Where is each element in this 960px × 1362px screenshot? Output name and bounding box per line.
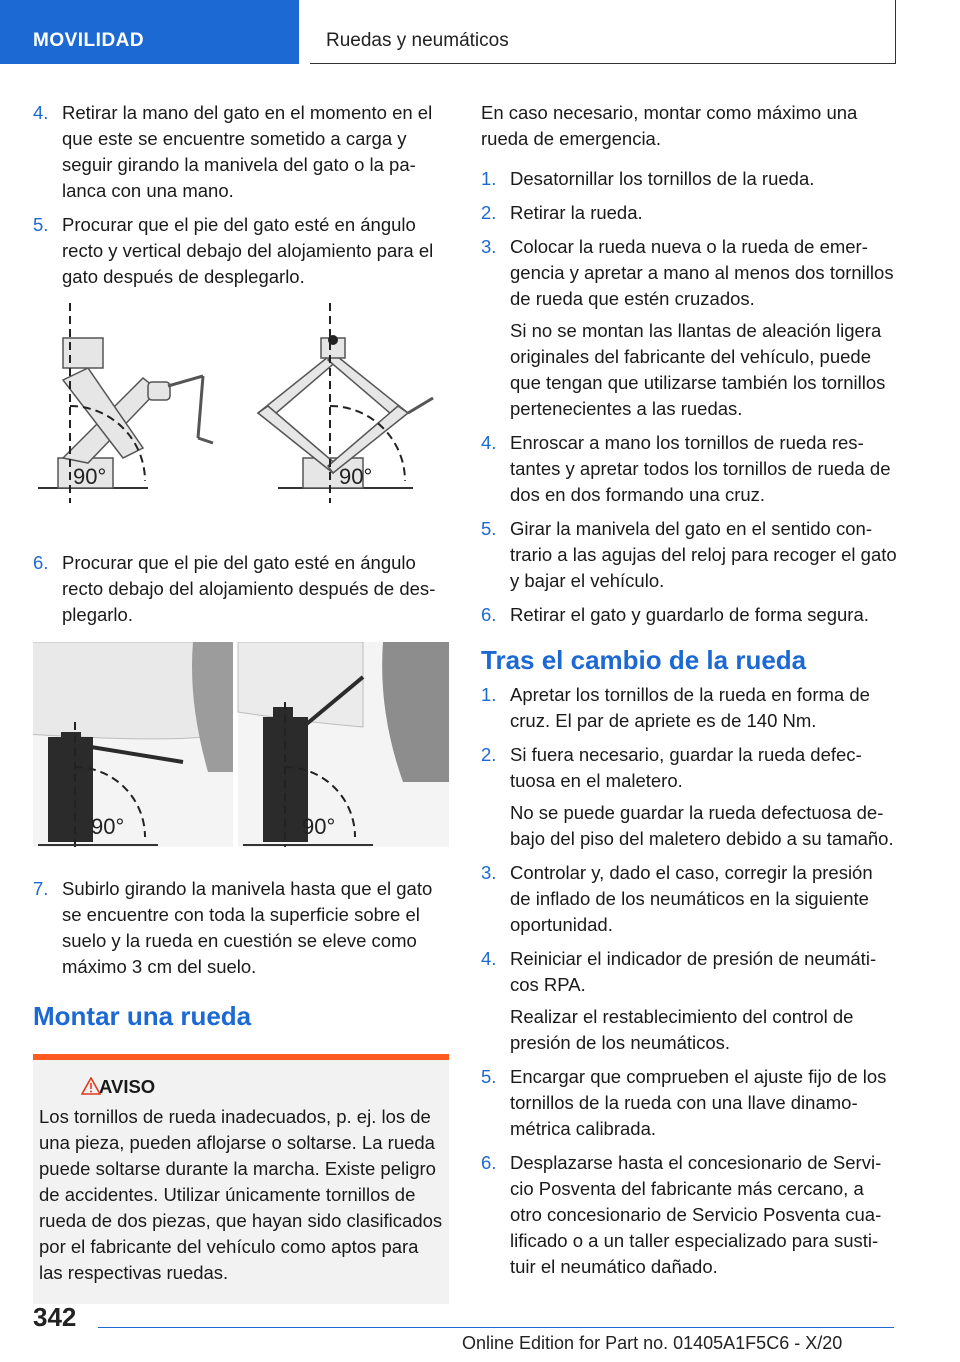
step-number: 3.	[481, 236, 497, 257]
step-text: Encargar que comprueben el ajuste fijo de los tornillos de la rueda con una llave dinamométrica calibrada.	[510, 1066, 887, 1139]
list-item	[481, 742, 897, 852]
step-number: 1.	[481, 168, 497, 189]
step-text: Retirar la rueda.	[510, 202, 643, 223]
list-item	[481, 1064, 897, 1142]
footer-divider	[98, 1327, 894, 1328]
step-number: 2.	[481, 744, 497, 765]
step-text: Reiniciar el indicador de presión de neumáticos RPA.	[510, 948, 877, 995]
list-item	[481, 234, 897, 422]
jack-figure-1	[33, 298, 449, 538]
list-item	[481, 516, 897, 594]
step-number: 3.	[481, 862, 497, 883]
list-item	[481, 430, 897, 508]
section-heading: Tras el cambio de la rueda	[481, 645, 807, 675]
warning-icon	[81, 1077, 101, 1095]
warning-box	[33, 1054, 449, 1304]
step-text: Colocar la rueda nueva o la rueda de emergencia y apretar a mano al menos dos tornillos de rueda que estén cruzados.	[510, 236, 894, 309]
step-text: Apretar los tornillos de la rueda en forma de cruz. El par de apriete es de 140 Nm.	[510, 684, 870, 731]
step-text: Enroscar a mano los tornillos de rueda restantes y apretar todos los tornillos de rueda de dos en dos formando una cruz.	[510, 432, 891, 505]
warning-title: AVISO	[99, 1076, 156, 1097]
step-number: 2.	[481, 202, 497, 223]
step-number: 5.	[481, 1066, 497, 1087]
page-header	[0, 0, 960, 66]
step-text: Girar la manivela del gato en el sentido contrario a las agujas del reloj para recoger el gato y bajar el vehículo.	[510, 518, 897, 591]
step-text: Si fuera necesario, guardar la rueda defectuosa en el maletero.	[510, 744, 862, 791]
step-text: Procurar que el pie del gato esté en ángulo recto y vertical debajo del alojamiento para el gato después de desplegarlo.	[62, 214, 434, 287]
step-text: Desatornillar los tornillos de la rueda.	[510, 168, 815, 189]
angle-label: 90°	[339, 464, 373, 489]
step-note: No se puede guardar la rueda defectuosa debajo del piso del maletero debido a su tamaño.	[510, 802, 894, 849]
list-item	[481, 946, 897, 1056]
list-item	[481, 860, 897, 938]
step-number: 6.	[33, 552, 49, 573]
step-number: 4.	[481, 948, 497, 969]
intro-text: En caso necesario, montar como máximo una rueda de emergencia.	[481, 102, 858, 149]
step-number: 5.	[481, 518, 497, 539]
step-note: Si no se montan las llantas de aleación ligera originales del fabricante del vehículo, puede que tengan que utilizarse también los tornillos pertenecientes a las ruedas.	[510, 320, 886, 419]
list-item	[33, 212, 449, 290]
step-number: 6.	[481, 604, 497, 625]
step-text: Retirar el gato y guardarlo de forma segura.	[510, 604, 869, 625]
list-item	[481, 1150, 897, 1280]
angle-label: 90°	[91, 814, 125, 839]
jack-under-vehicle-illustration	[33, 642, 449, 852]
step-number: 4.	[481, 432, 497, 453]
step-text: Desplazarse hasta el concesionario de Servicio Posventa del fabricante más cercano, a otro concesionario de Servicio Posventa cualificado o a un taller especializado para sustituir el neumático dañado.	[510, 1152, 882, 1277]
angle-label: 90°	[73, 464, 107, 489]
angle-label: 90°	[302, 814, 336, 839]
page-number: 342	[33, 1302, 77, 1332]
list-item	[481, 166, 897, 192]
list-item	[33, 100, 449, 204]
list-item	[481, 682, 897, 734]
warning-text: Los tornillos de rueda inadecuados, p. ej. los de una pieza, pueden aflojarse o soltarse. La rueda puede soltarse durante la marcha. Existe peligro de accidentes. Utilizar únicamente tornillos de rueda de dos piezas, que hayan sido clasificados por el fabricante del vehículo como aptos para las respectivas ruedas.	[39, 1106, 443, 1283]
step-number: 7.	[33, 878, 49, 899]
left-column	[33, 100, 449, 1304]
right-column	[481, 100, 897, 1288]
jack-figure-2	[33, 642, 449, 852]
step-text: Retirar la mano del gato en el momento en el que este se encuentre sometido a carga y seguir girando la manivela del gato o la palanca con una mano.	[62, 102, 433, 201]
section-heading: Montar una rueda	[33, 1001, 252, 1031]
step-number: 4.	[33, 102, 49, 123]
chapter-title: Ruedas y neumáticos	[310, 0, 896, 64]
step-number: 6.	[481, 1152, 497, 1173]
step-text: Procurar que el pie del gato esté en ángulo recto debajo del alojamiento después de desplegarlo.	[62, 552, 436, 625]
scissor-jack-illustration	[33, 298, 449, 538]
step-text: Controlar y, dado el caso, corregir la presión de inflado de los neumáticos en la siguiente oportunidad.	[510, 862, 873, 935]
step-note: Realizar el restablecimiento del control de presión de los neumáticos.	[510, 1006, 854, 1053]
list-item	[33, 550, 449, 628]
list-item	[33, 876, 449, 980]
section-tab: MOVILIDAD	[0, 0, 299, 64]
step-text: Subirlo girando la manivela hasta que el gato se encuentre con toda la superficie sobre el suelo y la rueda en cuestión se eleve como máximo 3 cm del suelo.	[62, 878, 433, 977]
list-item	[481, 200, 897, 226]
edition-text: Online Edition for Part no. 01405A1F5C6 - X/20	[462, 1333, 843, 1353]
step-number: 5.	[33, 214, 49, 235]
list-item	[481, 602, 897, 628]
step-number: 1.	[481, 684, 497, 705]
